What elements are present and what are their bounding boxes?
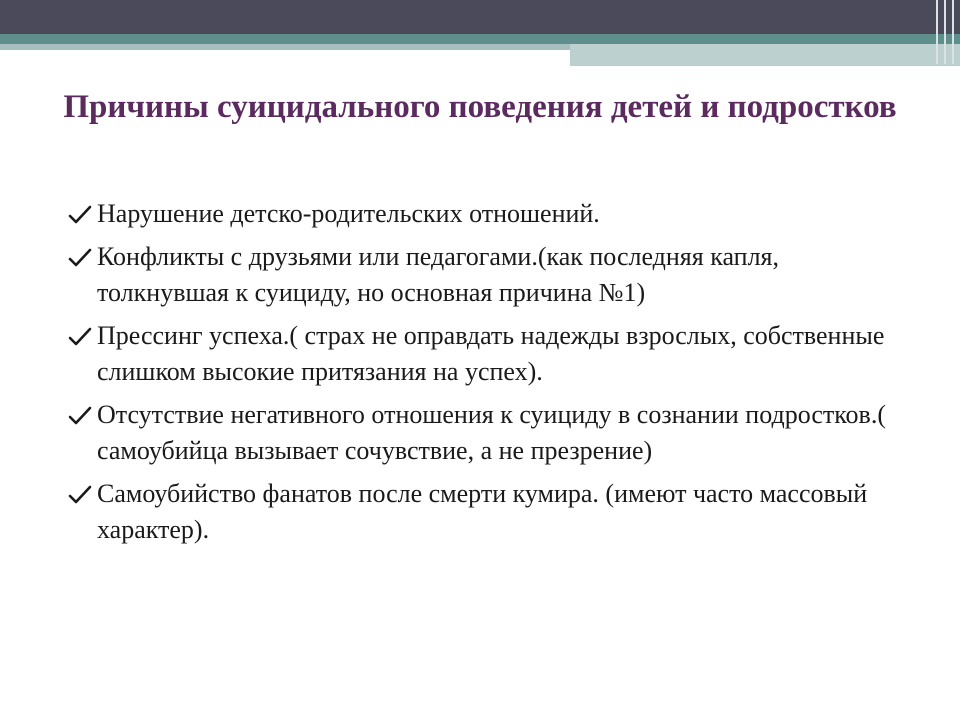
decor-line bbox=[944, 0, 946, 64]
accent-stripe bbox=[0, 34, 960, 44]
checkmark-icon bbox=[68, 248, 92, 268]
bullet-text: Нарушение детско-родительских отношений. bbox=[97, 199, 600, 228]
decor-line bbox=[952, 0, 954, 64]
bullet-text: Прессинг успеха.( страх не оправдать надежды взрослых, собственные слишком высокие притязания на успех). bbox=[97, 321, 885, 386]
bullet-item bbox=[66, 476, 906, 548]
checkmark-icon bbox=[68, 406, 92, 426]
bullet-text: Самоубийство фанатов после смерти кумира. (имеют часто массовый характер). bbox=[97, 479, 868, 544]
bullet-text: Отсутствие негативного отношения к суициду в сознании подростков.( самоубийца вызывает сочувствие, а не презрение) bbox=[97, 400, 886, 465]
bullet-text: Конфликты с друзьями или педагогами.(как последняя капля, толкнувшая к суициду, но основная причина №1) bbox=[97, 242, 780, 307]
header-band bbox=[0, 0, 960, 34]
bullet-item bbox=[66, 239, 906, 311]
decor-line bbox=[936, 0, 938, 64]
accent-block bbox=[570, 44, 960, 66]
slide-title: Причины суицидального поведения детей и подростков bbox=[63, 89, 897, 125]
bullet-list bbox=[66, 196, 906, 555]
bullet-item bbox=[66, 196, 906, 232]
checkmark-icon bbox=[68, 327, 92, 347]
checkmark-icon bbox=[68, 205, 92, 225]
checkmark-icon bbox=[68, 485, 92, 505]
bullet-item bbox=[66, 397, 906, 469]
bullet-item bbox=[66, 318, 906, 390]
accent-stripe-light bbox=[0, 44, 570, 50]
corner-decoration bbox=[930, 0, 960, 64]
